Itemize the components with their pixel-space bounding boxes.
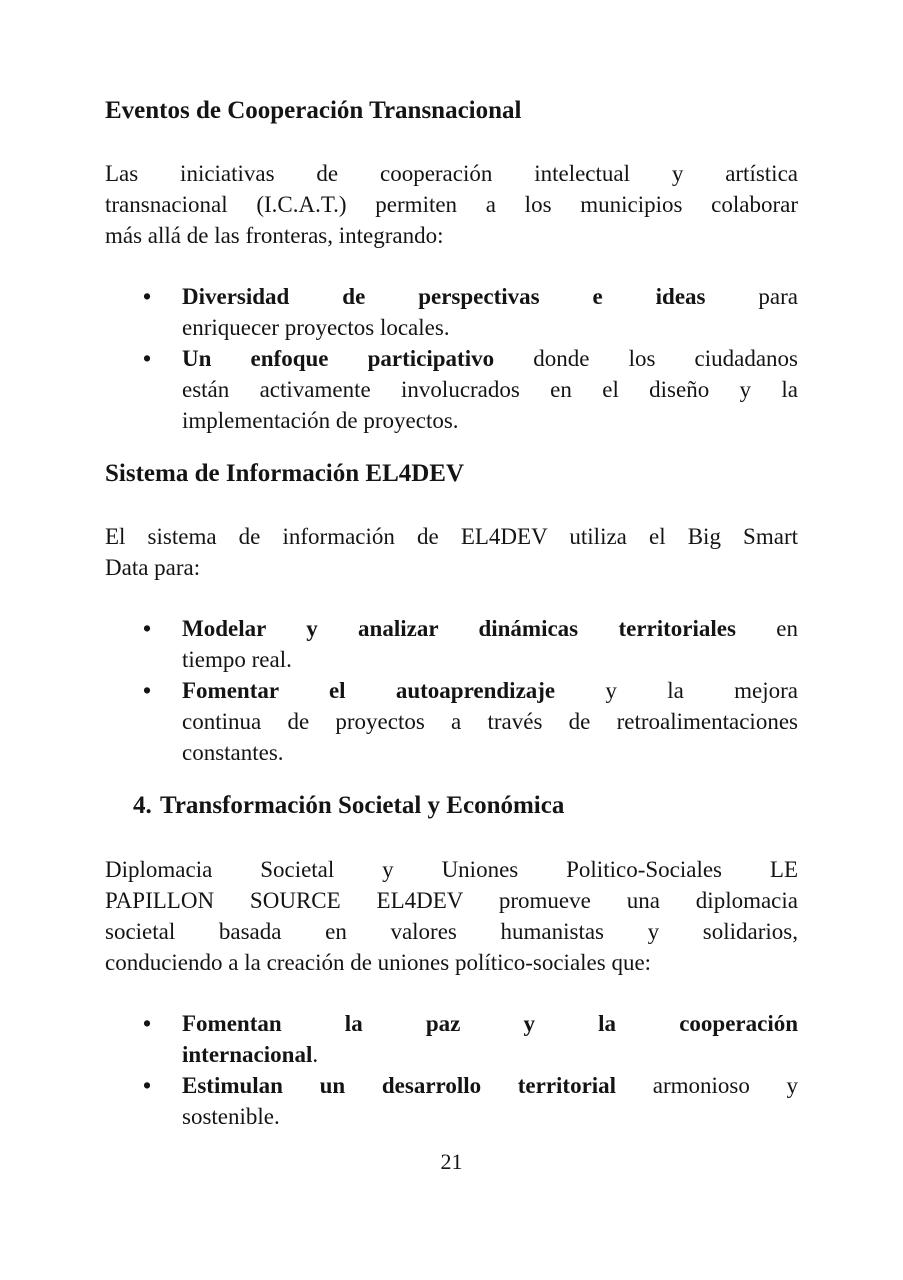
section-heading-numbered [105,790,798,821]
list-item-line [182,1070,798,1101]
bold-text-run: internacional [182,1042,313,1067]
heading-line [105,458,798,489]
section-heading [105,95,798,126]
bullet-icon: • [143,1011,152,1036]
list-item [105,343,798,436]
bold-text-run: Transformación Societal y Económica [160,792,565,819]
text-run: continua de proyectos a través de retroalimentaciones [182,709,798,734]
paragraph [105,158,798,251]
list-item [105,675,798,768]
bullet-icon: • [143,346,152,371]
text-run: donde los ciudadanos [494,346,799,371]
text-run: para [705,284,798,309]
paragraph-line [105,220,798,251]
text-run: Las iniciativas de cooperación intelectual y artística [105,161,798,186]
paragraph-line [105,947,798,978]
bullet-icon: • [143,616,152,641]
section-heading [105,458,798,489]
bullet-list [105,281,798,436]
list-item [105,281,798,343]
text-run: más allá de las fronteras, integrando: [105,223,444,248]
bold-text-run: Fomentan la paz y la cooperación [182,1011,798,1036]
list-item-line [182,1008,798,1039]
text-run: Diplomacia Societal y Uniones Politico-Sociales LE [105,857,798,882]
list-item-line [182,281,798,312]
paragraph-line [105,916,798,947]
paragraph-line [105,552,798,583]
list-item-line [182,1039,798,1070]
page-number: 21 [440,1149,463,1174]
bold-text-run: Sistema de Información EL4DEV [105,460,465,487]
heading-line [105,95,798,126]
list-item-line [182,1101,798,1132]
list-item-line [182,675,798,706]
text-run: armonioso y [616,1073,798,1098]
text-run: . [312,1042,319,1067]
list-item [105,1008,798,1070]
bold-text-run: Fomentar el autoaprendizaje [182,678,556,703]
bullet-icon: • [143,284,152,309]
bold-text-run: Diversidad de perspectivas e ideas [182,284,706,309]
bold-text-run: Un enfoque participativo [182,346,495,371]
text-run: tiempo real. [182,647,292,672]
paragraph-line [105,854,798,885]
bold-text-run: Estimulan un desarrollo territorial [182,1073,617,1098]
heading-number: 4. [133,792,152,819]
text-run: implementación de proyectos. [182,408,459,433]
text-run: en [735,616,798,641]
text-run: y la mejora [555,678,798,703]
paragraph-line [105,885,798,916]
list-item-line [182,644,798,675]
list-item-line [182,374,798,405]
text-run: El sistema de información de EL4DEV utiliza el Big Smart [105,524,798,549]
bold-text-run: Modelar y analizar dinámicas territoriales [182,616,736,641]
list-item-line [182,613,798,644]
paragraph-line [105,189,798,220]
heading-line [160,790,798,821]
bullet-list [105,1008,798,1132]
text-run: societal basada en valores humanistas y solidarios, [105,919,798,944]
bullet-list [105,613,798,768]
text-run: transnacional (I.C.A.T.) permiten a los municipios colaborar [105,192,798,217]
text-run: están activamente involucrados en el diseño y la [182,377,798,402]
paragraph [105,521,798,583]
list-item-line [182,706,798,737]
text-run: constantes. [182,740,284,765]
text-run: conduciendo a la creación de uniones político-sociales que: [105,950,652,975]
bullet-icon: • [143,1073,152,1098]
list-item-line [182,405,798,436]
list-item-line [182,312,798,343]
list-item [105,613,798,675]
bold-text-run: Eventos de Cooperación Transnacional [105,97,522,124]
text-run: PAPILLON SOURCE EL4DEV promueve una diplomacia [105,888,798,913]
paragraph [105,854,798,978]
bullet-icon: • [143,678,152,703]
paragraph-line [105,158,798,189]
document-body [105,95,798,1132]
text-run: Data para: [105,555,201,580]
text-run: enriquecer proyectos locales. [182,315,450,340]
text-run: sostenible. [182,1104,280,1129]
list-item [105,1070,798,1132]
paragraph-line [105,521,798,552]
list-item-line [182,343,798,374]
list-item-line [182,737,798,768]
